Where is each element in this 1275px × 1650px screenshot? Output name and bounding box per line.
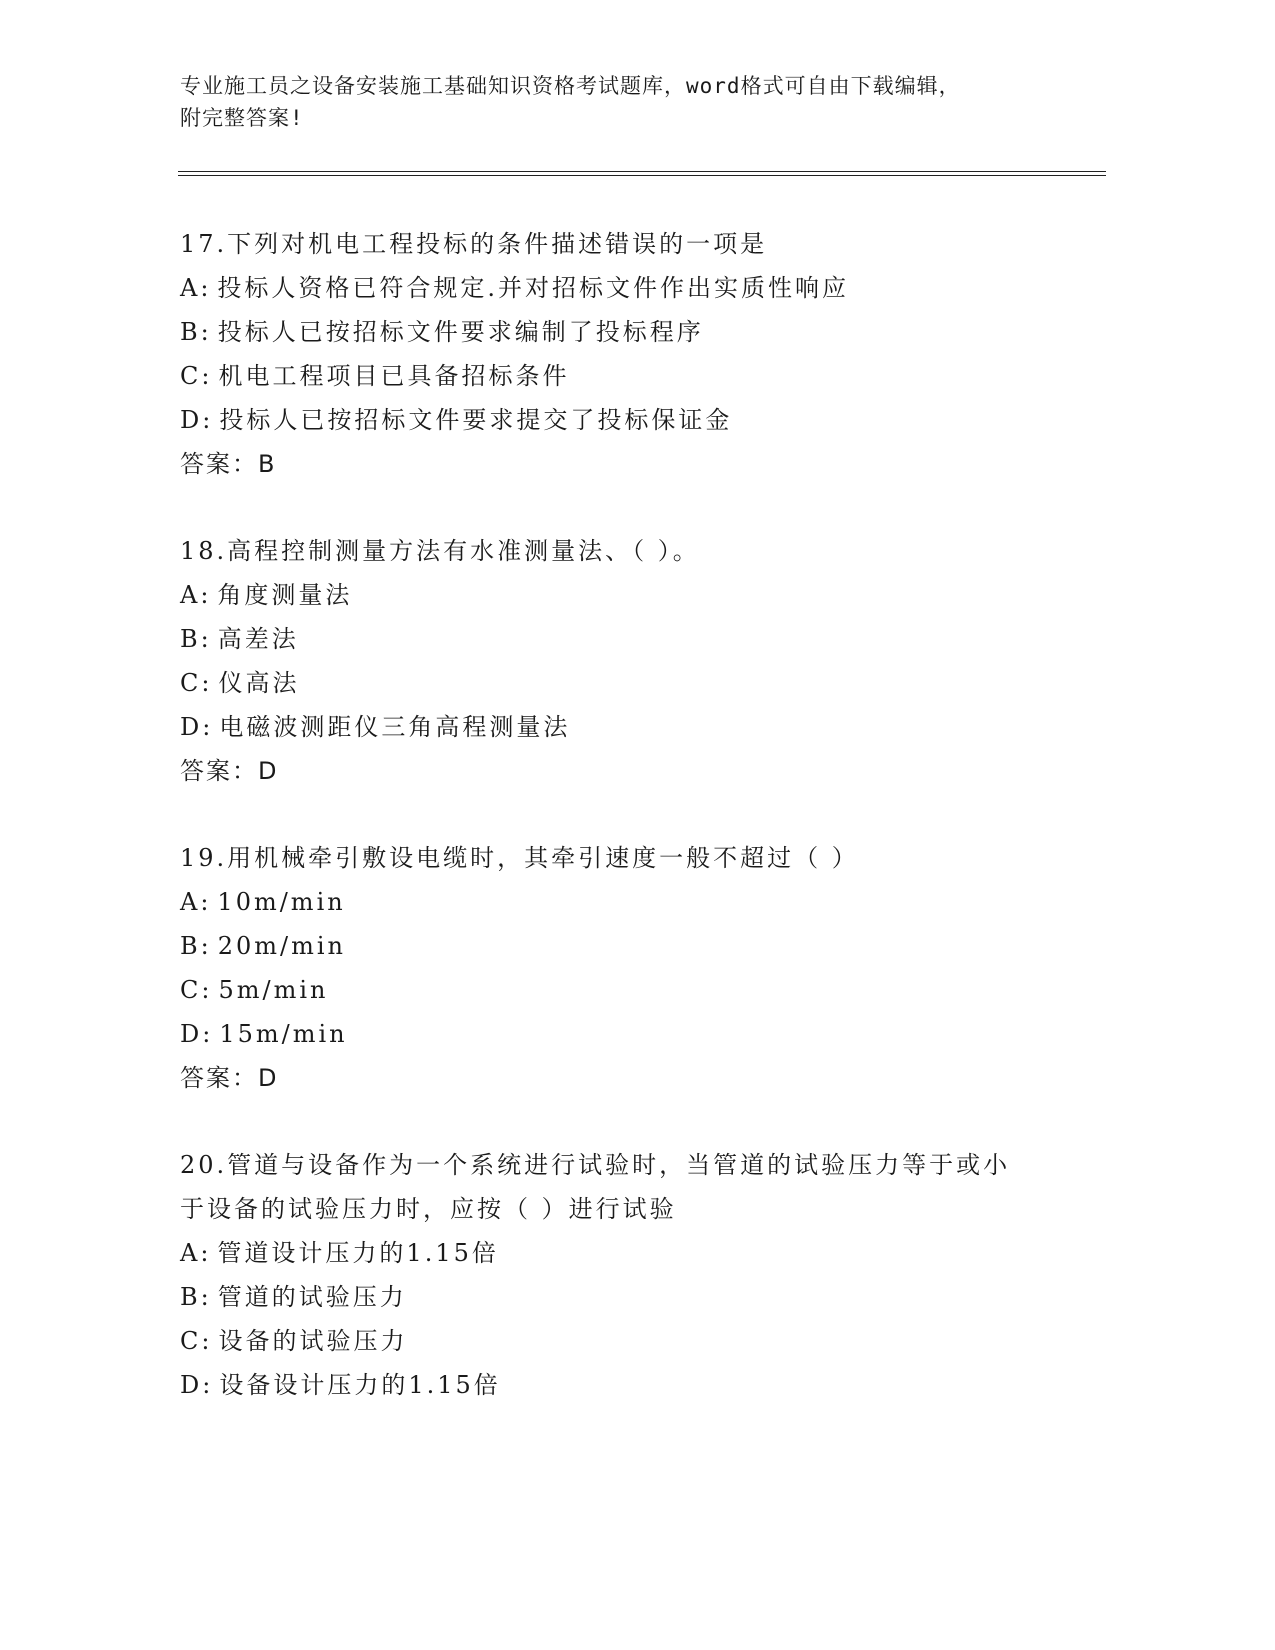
option-text: 高差法 — [217, 625, 299, 653]
option-key: C: — [180, 362, 213, 390]
option-text: 10m/min — [217, 888, 346, 916]
option-key: B: — [180, 932, 212, 960]
option-text: 5m/min — [218, 976, 329, 1004]
answer-label: 答案：D — [180, 1064, 279, 1092]
option-b — [180, 924, 1080, 968]
option-c — [180, 661, 1080, 705]
question-17 — [180, 222, 1080, 486]
option-key: C: — [180, 976, 213, 1004]
option-text: 管道的试验压力 — [217, 1283, 407, 1311]
option-text: 投标人已按招标文件要求编制了投标程序 — [217, 318, 704, 346]
option-text: 设备设计压力的1.15倍 — [219, 1371, 501, 1399]
option-key: D: — [180, 406, 214, 434]
question-19 — [180, 836, 1080, 1100]
option-text: 设备的试验压力 — [218, 1327, 408, 1355]
option-key: D: — [180, 1020, 214, 1048]
option-d — [180, 705, 1080, 749]
option-a — [180, 266, 1080, 310]
option-text: 仪高法 — [218, 669, 300, 697]
question-stem-line: 19.用机械牵引敷设电缆时，其牵引速度一般不超过（ ） — [180, 844, 859, 872]
option-d — [180, 1012, 1080, 1056]
option-text: 电磁波测距仪三角高程测量法 — [219, 713, 571, 741]
question-stem — [180, 529, 1080, 573]
header-line-2: 附完整答案! — [180, 106, 304, 130]
question-stem-line: 17.下列对机电工程投标的条件描述错误的一项是 — [180, 230, 768, 258]
option-d — [180, 1363, 1080, 1407]
question-stem — [180, 222, 1080, 266]
answer-label: 答案：D — [180, 757, 279, 785]
option-key: A: — [180, 888, 212, 916]
option-a — [180, 1231, 1080, 1275]
question-spacer — [180, 1100, 1080, 1143]
question-20 — [180, 1143, 1080, 1407]
option-c — [180, 1319, 1080, 1363]
question-stem — [180, 836, 1080, 880]
option-a — [180, 573, 1080, 617]
option-text: 角度测量法 — [217, 581, 353, 609]
question-spacer — [180, 793, 1080, 836]
option-key: A: — [180, 274, 212, 302]
option-key: C: — [180, 669, 213, 697]
option-key: A: — [180, 1239, 212, 1267]
option-key: B: — [180, 625, 212, 653]
answer-label: 答案：B — [180, 450, 277, 478]
question-stem-line: 于设备的试验压力时，应按（ ）进行试验 — [180, 1195, 677, 1223]
question-stem-line: 18.高程控制测量方法有水准测量法、（ ）。 — [180, 537, 700, 565]
option-text: 机电工程项目已具备招标条件 — [218, 362, 570, 390]
document-header — [180, 70, 1060, 134]
question-stem — [180, 1143, 1080, 1231]
option-b — [180, 1275, 1080, 1319]
option-text: 投标人资格已符合规定.并对招标文件作出实质性响应 — [217, 274, 850, 302]
option-text: 管道设计压力的1.15倍 — [217, 1239, 499, 1267]
option-b — [180, 617, 1080, 661]
option-text: 15m/min — [219, 1020, 348, 1048]
header-divider-bottom — [178, 175, 1106, 176]
option-key: A: — [180, 581, 212, 609]
option-key: C: — [180, 1327, 213, 1355]
question-18 — [180, 529, 1080, 793]
question-spacer — [180, 486, 1080, 529]
header-divider-top — [178, 171, 1106, 172]
option-key: D: — [180, 1371, 214, 1399]
question-stem-line: 20.管道与设备作为一个系统进行试验时，当管道的试验压力等于或小 — [180, 1151, 1011, 1179]
question-list — [180, 222, 1080, 1407]
option-d — [180, 398, 1080, 442]
option-b — [180, 310, 1080, 354]
option-c — [180, 968, 1080, 1012]
header-line-1: 专业施工员之设备安装施工基础知识资格考试题库，word格式可自由下载编辑， — [180, 74, 961, 98]
option-key: D: — [180, 713, 214, 741]
option-c — [180, 354, 1080, 398]
option-key: B: — [180, 318, 212, 346]
option-key: B: — [180, 1283, 212, 1311]
option-text: 投标人已按招标文件要求提交了投标保证金 — [219, 406, 733, 434]
option-text: 20m/min — [217, 932, 347, 960]
option-a — [180, 880, 1080, 924]
